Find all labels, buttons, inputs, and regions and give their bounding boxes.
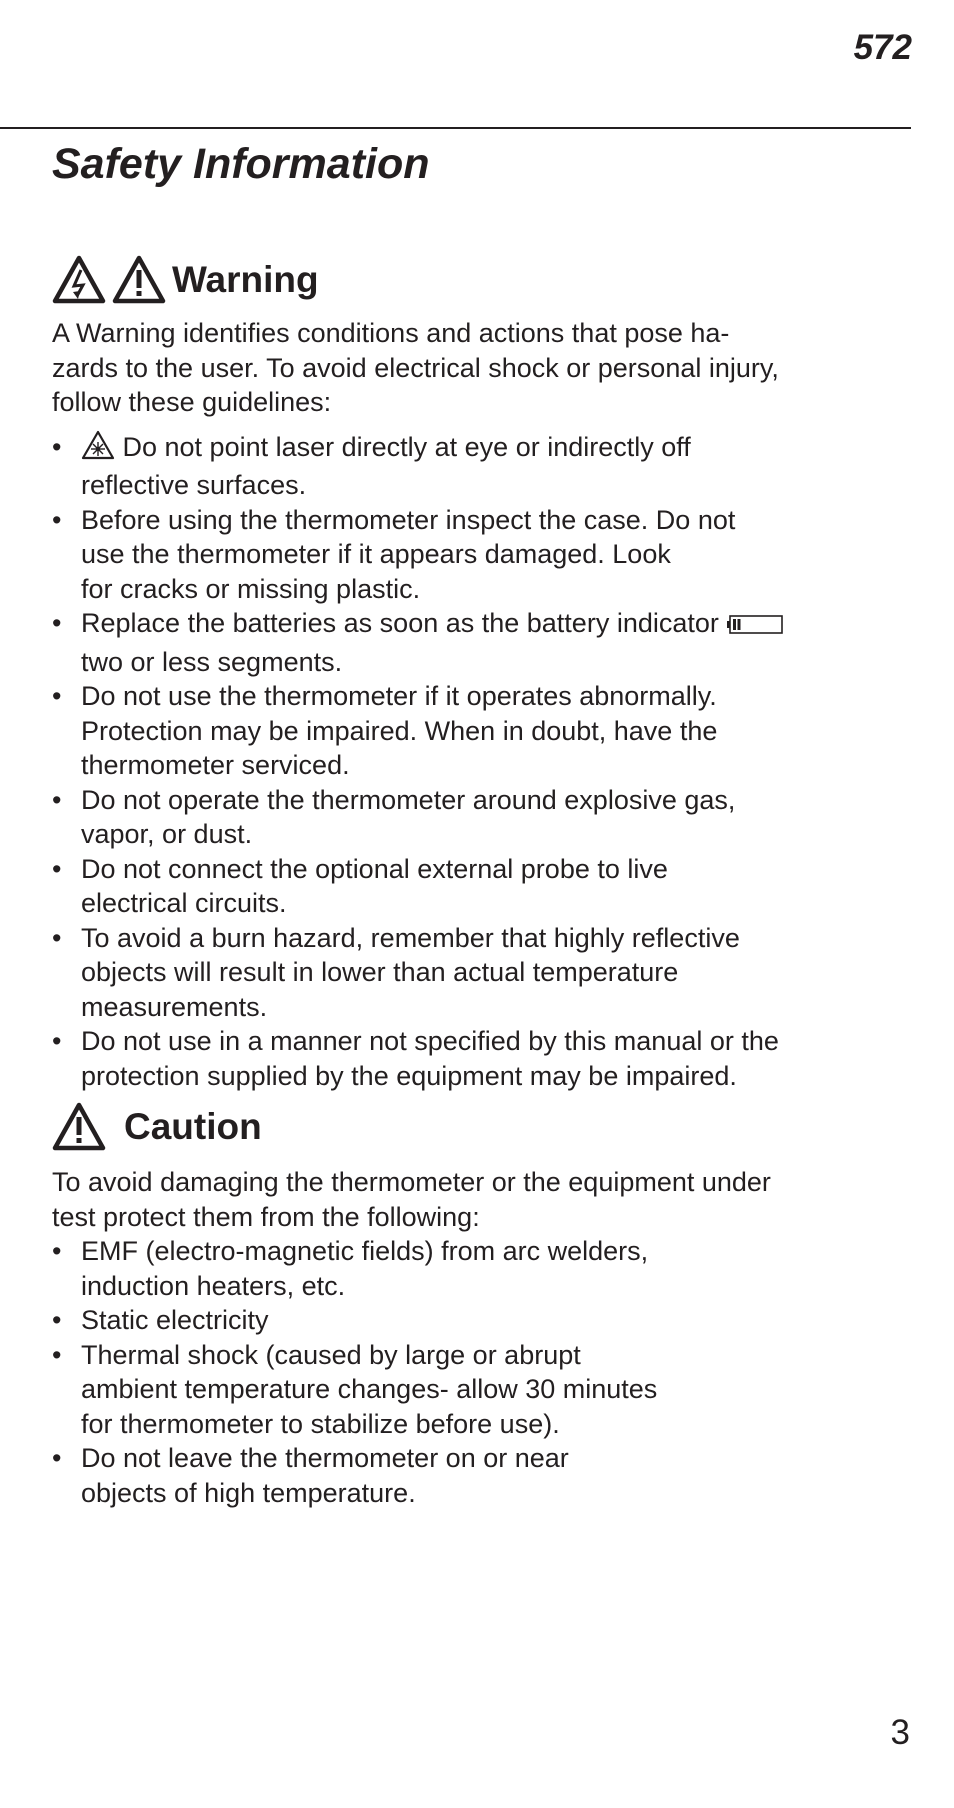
warning-intro bbox=[52, 316, 872, 420]
list-item-text: Do not connect the optional external probe to live electrical circuits. bbox=[81, 853, 668, 918]
list-item bbox=[52, 1303, 872, 1338]
list-item bbox=[52, 606, 872, 679]
list-item-text: Replace the batteries as soon as the battery indicator bbox=[81, 608, 719, 638]
caution-heading: Caution bbox=[124, 1106, 262, 1147]
list-item bbox=[52, 503, 872, 607]
page-number: 3 bbox=[890, 1713, 910, 1752]
list-item bbox=[52, 1234, 872, 1303]
header-rule bbox=[0, 127, 911, 129]
battery-low-icon bbox=[726, 610, 784, 645]
list-item-text: To avoid a burn hazard, remember that highly reflective objects will result in lower than actual temperature measurements. bbox=[81, 922, 740, 1022]
warning-heading-row bbox=[52, 250, 872, 310]
list-item bbox=[52, 783, 872, 852]
laser-hazard-icon bbox=[81, 430, 115, 469]
list-item-text-after: two or less segments. bbox=[81, 646, 343, 677]
warning-heading: Warning bbox=[172, 259, 319, 300]
list-item-text: Static electricity bbox=[81, 1305, 269, 1335]
list-item bbox=[52, 430, 872, 503]
caution-section bbox=[52, 1097, 872, 1510]
warning-triangle-icon bbox=[112, 255, 166, 305]
warning-icons bbox=[52, 255, 166, 305]
list-item-text: EMF (electro-magnetic fields) from arc welders, induction heaters, etc. bbox=[81, 1236, 649, 1301]
list-item-text: Thermal shock (caused by large or abrupt ambient temperature changes- allow 30 minutes for thermometer to stabilize before use). bbox=[81, 1339, 658, 1439]
list-item-text: Do not point laser directly at eye or indirectly off reflective surfaces. bbox=[81, 431, 691, 500]
list-item-text: Do not use the thermometer if it operates abnormally. Protection may be impaired. When in doubt, have the thermometer serviced. bbox=[81, 681, 718, 780]
electrical-hazard-icon bbox=[52, 255, 106, 305]
list-item bbox=[52, 1338, 872, 1442]
content bbox=[52, 250, 872, 1510]
model-number: 572 bbox=[853, 28, 912, 67]
list-item-text: Do not operate the thermometer around explosive gas, vapor, or dust. bbox=[81, 784, 736, 849]
caution-intro-text: To avoid damaging the thermometer or the equipment under test protect them from the following: bbox=[52, 1167, 771, 1232]
caution-icons bbox=[52, 1102, 106, 1152]
list-item bbox=[52, 921, 872, 1025]
list-item-text: Do not leave the thermometer on or near objects of high temperature. bbox=[81, 1443, 569, 1508]
caution-heading-row bbox=[52, 1097, 872, 1157]
list-item bbox=[52, 852, 872, 921]
list-item bbox=[52, 679, 872, 783]
warning-list bbox=[52, 430, 872, 1094]
caution-list bbox=[52, 1234, 872, 1510]
caution-intro bbox=[52, 1165, 872, 1234]
list-item-text: Do not use in a manner not specified by this manual or the protection supplied by the equipment may be impaired. bbox=[81, 1026, 779, 1091]
warning-intro-text: A Warning identifies conditions and actions that pose ha- zards to the user. To avoid electrical shock or personal injury, follow these guidelines: bbox=[52, 318, 779, 417]
warning-triangle-icon bbox=[52, 1102, 106, 1152]
list-item bbox=[52, 1441, 872, 1510]
list-item bbox=[52, 1024, 872, 1093]
warning-section bbox=[52, 250, 872, 1093]
page-title: Safety Information bbox=[52, 140, 430, 188]
list-item-text: Before using the thermometer inspect the case. Do not use the thermometer if it appears damaged. Look for cracks or missing plastic. bbox=[81, 504, 736, 604]
